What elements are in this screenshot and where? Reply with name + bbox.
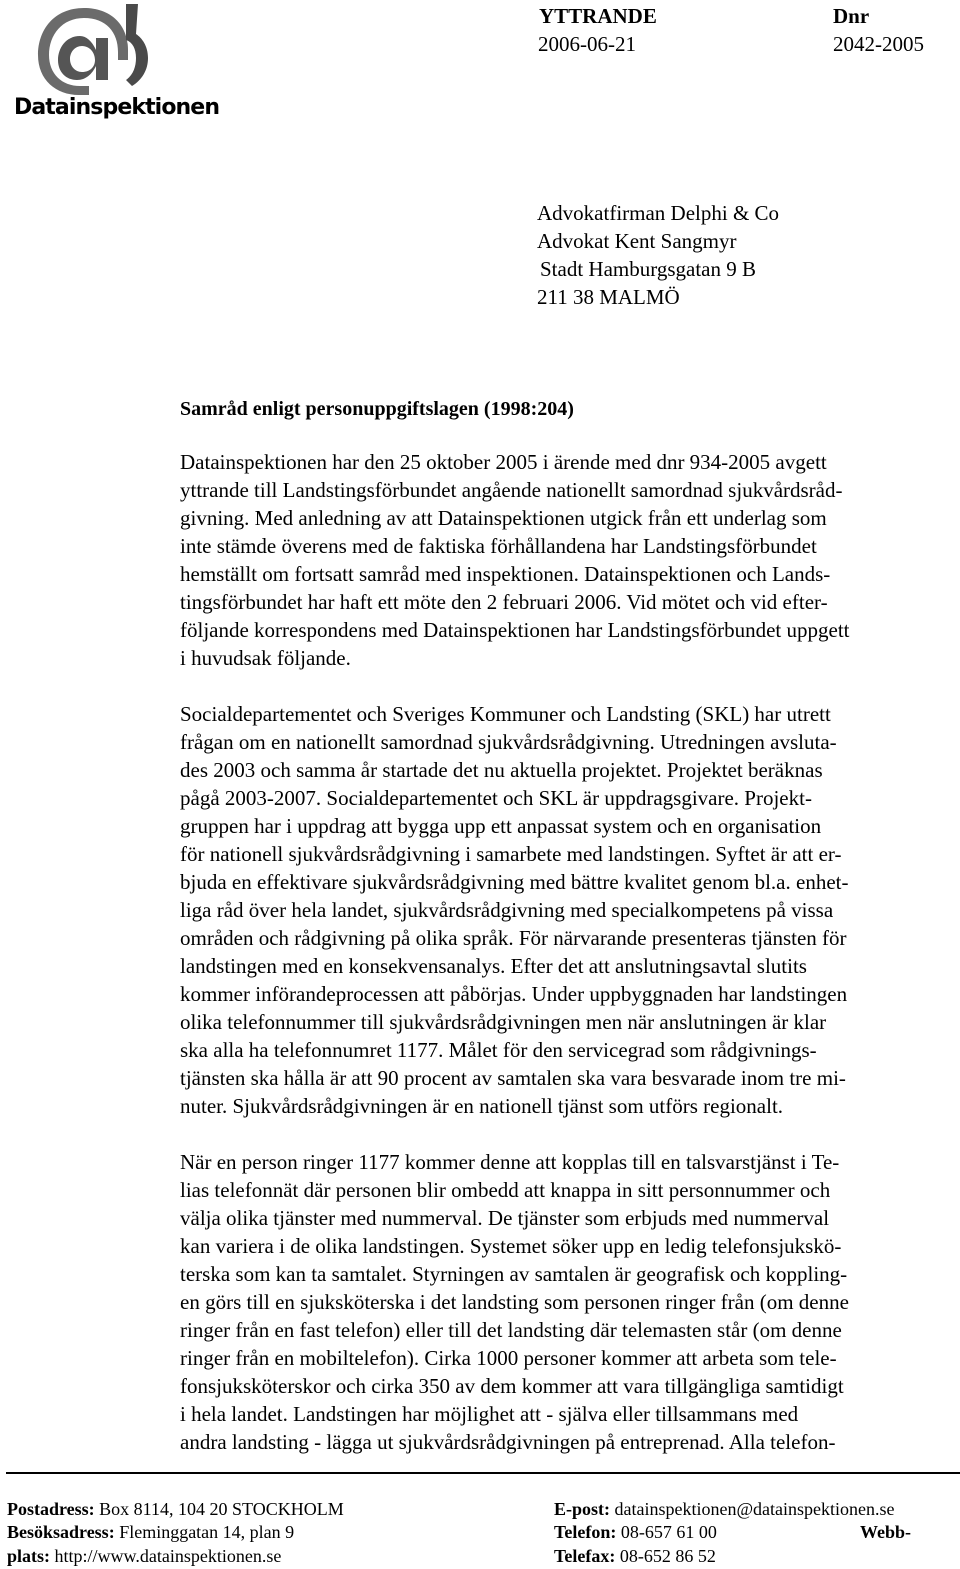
- paragraph: [180, 448, 958, 672]
- text-line: terska som kan ta samtalet. Styrningen av samtalen är geografisk och koppling-: [180, 1262, 848, 1286]
- text-line: bjuda en effektivare sjukvårdsrådgivning med bättre kvalitet genom bl.a. enhet-: [180, 870, 849, 894]
- text-line: för nationell sjukvårdsrådgivning i samarbete med landstingen. Syftet är att er-: [180, 842, 842, 866]
- document-date: 2006-06-21: [538, 32, 636, 56]
- text-line: givning. Med anledning av att Datainspektionen utgick från ett underlag som: [180, 506, 827, 530]
- text-line: frågan om en nationellt samordnad sjukvårdsrådgivning. Utredningen avsluta-: [180, 730, 837, 754]
- address-line: Advokat Kent Sangmyr: [537, 229, 737, 253]
- text-line: i hela landet. Landstingen har möjlighet att - själva eller tillsammans med: [180, 1402, 799, 1426]
- text-line: Socialdepartementet och Sveriges Kommuner och Landsting (SKL) har utrett: [180, 702, 831, 726]
- fax-label: Telefax:: [554, 1546, 616, 1566]
- text-line: hemställt om fortsatt samråd med inspektionen. Datainspektionen och Lands-: [180, 562, 831, 586]
- text-line: i huvudsak följande.: [180, 646, 351, 670]
- dnr-label: Dnr: [833, 4, 870, 28]
- web-label-part1: Webb-: [860, 1522, 912, 1542]
- web-label: plats:: [7, 1546, 51, 1566]
- email-link[interactable]: datainspektionen@datainspektionen.se: [614, 1499, 895, 1519]
- text-line: Datainspektionen har den 25 oktober 2005 i ärende med dnr 934-2005 avgett: [180, 450, 827, 474]
- footer-phone: [554, 1520, 717, 1544]
- text-line: andra landsting - lägga ut sjukvårdsrådgivningen på entreprenad. Alla telefon-: [180, 1430, 836, 1454]
- text-line: liga råd över hela landet, sjukvårdsrådgivning med specialkompetens på vissa: [180, 898, 834, 922]
- text-line: en görs till en sjuksköterska i det landsting som personen ringer från (om denne: [180, 1290, 849, 1314]
- footer-email: [554, 1497, 895, 1521]
- text-line: fonsjuksköterskor och cirka 350 av dem kommer att vara tillgängliga samtidigt: [180, 1374, 844, 1398]
- text-line: des 2003 och samma år startade det nu aktuella projektet. Projektet beräknas: [180, 758, 823, 782]
- text-line: tjänsten ska hålla är att 90 procent av samtalen ska vara besvarade inom tre mi-: [180, 1066, 846, 1090]
- text-line: områden och rådgivning på olika språk. För närvarande presenteras tjänsten för: [180, 926, 847, 950]
- paragraph: [180, 700, 958, 1120]
- recipient-address: [537, 199, 779, 311]
- dnr-value: 2042-2005: [833, 32, 924, 56]
- text-line: När en person ringer 1177 kommer denne att kopplas till en talsvarstjänst i Te-: [180, 1150, 840, 1174]
- footer-divider: [6, 1472, 960, 1474]
- logo-text: Datainspektionen: [14, 95, 220, 120]
- postal-value: Box 8114, 104 20 STOCKHOLM: [99, 1499, 344, 1519]
- address-line: Stadt Hamburgsgatan 9 B: [540, 257, 757, 281]
- visit-label: Besöksadress:: [7, 1522, 115, 1542]
- footer-postal: [7, 1497, 344, 1521]
- text-line: yttrande till Landstingsförbundet angående nationellt samordnad sjukvårdsråd-: [180, 478, 843, 502]
- text-line: ska alla ha telefonnumret 1177. Målet för den servicegrad som rådgivnings-: [180, 1038, 817, 1062]
- text-line: olika telefonnummer till sjukvårdsrådgivningen men när anslutningen är klar: [180, 1010, 827, 1034]
- document-type: YTTRANDE: [539, 4, 657, 28]
- address-line: Advokatfirman Delphi & Co: [537, 201, 780, 225]
- email-label: E-post:: [554, 1499, 611, 1519]
- footer-web-label-part1: [860, 1520, 911, 1544]
- text-line: kan variera i de olika landstingen. Systemet söker upp en ledig telefonsjukskö-: [180, 1234, 842, 1258]
- phone-value: 08-657 61 00: [620, 1522, 717, 1542]
- subject-heading: Samråd enligt personuppgiftslagen (1998:204): [180, 398, 574, 420]
- footer-fax: [554, 1544, 716, 1568]
- footer-visit: [7, 1520, 294, 1544]
- text-line: ringer från en mobiltelefon). Cirka 1000 personer kommer att arbeta som tele-: [180, 1346, 837, 1370]
- visit-value: Fleminggatan 14, plan 9: [119, 1522, 295, 1542]
- text-line: nuter. Sjukvårdsrådgivningen är en nationell tjänst som utförs regionalt.: [180, 1094, 784, 1118]
- paragraph: [180, 1148, 958, 1456]
- fax-value: 08-652 86 52: [619, 1546, 716, 1566]
- letter-body: [180, 448, 958, 1484]
- text-line: ringer från en fast telefon) eller till det landsting där telemasten står (om denne: [180, 1318, 842, 1342]
- text-line: inte stämde överens med de faktiska förhållandena har Landstingsförbundet: [180, 534, 817, 558]
- text-line: följande korrespondens med Datainspektionen har Landstingsförbundet uppgett: [180, 618, 850, 642]
- text-line: tingsförbundet har haft ett möte den 2 februari 2006. Vid mötet och vid efter-: [180, 590, 828, 614]
- phone-label: Telefon:: [554, 1522, 617, 1542]
- postal-label: Postadress:: [7, 1499, 95, 1519]
- text-line: gruppen har i uppdrag att bygga upp ett anpassat system och en organisation: [180, 814, 822, 838]
- text-line: landstingen med en konsekvensanalys. Efter det att anslutningsavtal slutits: [180, 954, 807, 978]
- text-line: pågå 2003-2007. Socialdepartementet och SKL är uppdragsgivare. Projekt-: [180, 786, 812, 810]
- text-line: välja olika tjänster med nummerval. De tjänster som erbjuds med nummerval: [180, 1206, 830, 1230]
- address-line: 211 38 MALMÖ: [537, 285, 680, 309]
- footer-web: [7, 1544, 281, 1568]
- text-line: kommer införandeprocessen att påbörjas. Under uppbyggnaden har landstingen: [180, 982, 848, 1006]
- web-link[interactable]: http://www.datainspektionen.se: [54, 1546, 282, 1566]
- text-line: lias telefonnät där personen blir ombedd att knappa in sitt personnummer och: [180, 1178, 831, 1202]
